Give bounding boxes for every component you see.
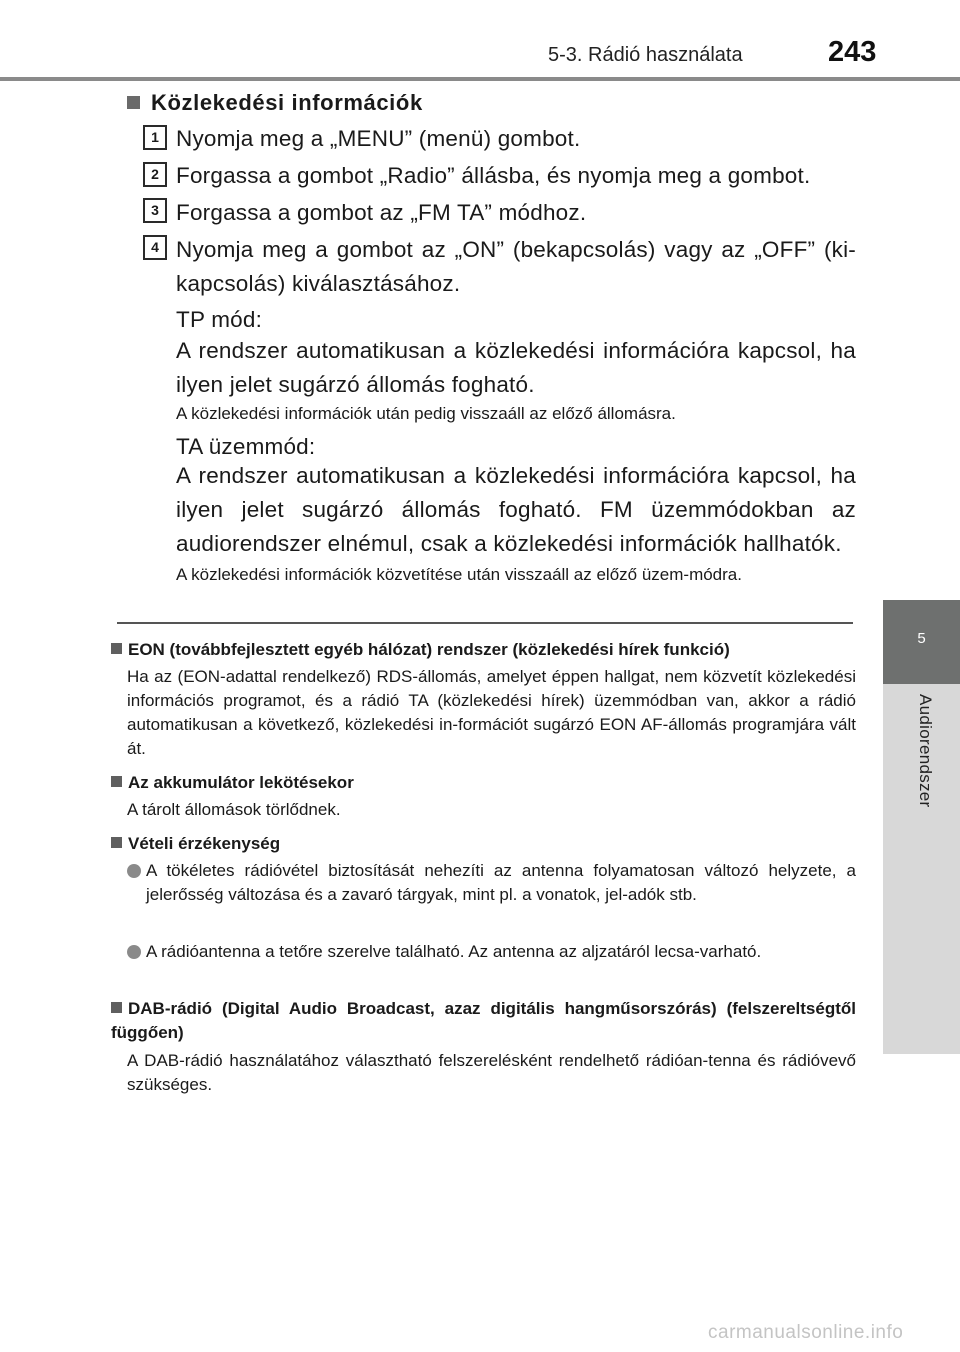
square-bullet-icon: [127, 96, 140, 109]
round-bullet-icon: [127, 864, 141, 878]
ta-mode-note: A közlekedési információk közvetítése után visszaáll az előző üzem-módra.: [176, 565, 742, 584]
ta-mode-title: TA üzemmód:: [176, 434, 316, 459]
chapter-label: Audiorendszer: [916, 694, 935, 808]
square-bullet-icon: [111, 1002, 122, 1013]
step-number-3: 3: [143, 198, 167, 223]
step-text-4: Nyomja meg a gombot az „ON” (bekapcsolás) vagy az „OFF” (ki-kapcsolás) kiválasztásához.: [176, 237, 856, 296]
note-title-text: Vételi érzékenység: [128, 834, 281, 853]
step-number-4: 4: [143, 235, 167, 260]
page-number: 243: [828, 36, 877, 68]
step-text-3: Forgassa a gombot az „FM TA” módhoz.: [176, 200, 587, 225]
step-text-1: Nyomja meg a „MENU” (menü) gombot.: [176, 126, 581, 151]
step-text-2: Forgassa a gombot „Radio” állásba, és nyomja meg a gombot.: [176, 163, 811, 188]
step-number-1: 1: [143, 125, 167, 150]
tp-mode-text: A rendszer automatikusan a közlekedési információra kapcsol, ha ilyen jelet sugárzó állomás fogható.: [176, 338, 856, 397]
chapter-number: 5: [917, 630, 926, 647]
note-title-text: EON (továbbfejlesztett egyéb hálózat) rendszer (közlekedési hírek funkció): [128, 640, 730, 659]
note-title-reception: [111, 832, 856, 856]
ta-mode-text: A rendszer automatikusan a közlekedési információra kapcsol, ha ilyen jelet sugárzó állomás fogható. FM üzemmódokban az audiorendszer elnémul, csak a közlekedési információk hallhatók.: [176, 463, 856, 556]
bullet-text-reception-2: A rádióantenna a tetőre szerelve található. Az antenna az aljzatáról lecsa-varható.: [146, 942, 762, 961]
note-text-dab: A DAB-rádió használatához választható felszerelésként rendelhető rádióan-tenna és rádióvevő szükséges.: [127, 1051, 856, 1094]
bullet-text-reception-1: A tökéletes rádióvétel biztosítását nehezíti az antenna folyamatosan változó helyzete, a jelerősség változása és a zavaró tárgyak, mint pl. a vonatok, jel-adók stb.: [146, 861, 856, 904]
header-section-title: 5-3. Rádió használata: [548, 44, 743, 66]
watermark: carmanualsonline.info: [708, 1322, 904, 1343]
note-title-eon: [111, 638, 856, 662]
note-title-battery: [111, 771, 856, 795]
note-text-battery: A tárolt állomások törlődnek.: [127, 800, 341, 819]
tp-mode-note: A közlekedési információk után pedig visszaáll az előző állomásra.: [176, 404, 676, 423]
step-number-2: 2: [143, 162, 167, 187]
note-text-eon: Ha az (EON-adattal rendelkező) RDS-állomás, amelyet éppen hallgat, nem közvetít közlekedési információs programot, és a rádió TA (közlekedési hírek) üzemmódban van, akkor a rádió automatikusan a következő, közlekedési in-formációt sugárzó EON AF-állomás programjára vált át.: [127, 667, 856, 758]
note-title-text: Az akkumulátor lekötésekor: [128, 773, 354, 792]
round-bullet-icon: [127, 945, 141, 959]
section-divider: [117, 622, 853, 624]
section-title-text: Közlekedési információk: [151, 90, 423, 115]
tp-mode-title: TP mód:: [176, 307, 263, 332]
chapter-number-box: [883, 600, 960, 684]
square-bullet-icon: [111, 837, 122, 848]
note-title-dab: [111, 997, 856, 1045]
square-bullet-icon: [111, 776, 122, 787]
note-title-text: DAB-rádió (Digital Audio Broadcast, azaz digitális hangműsorszórás) (felszereltségtől függően): [111, 999, 856, 1042]
header-rule: [0, 77, 960, 81]
square-bullet-icon: [111, 643, 122, 654]
section-title: [127, 90, 423, 116]
